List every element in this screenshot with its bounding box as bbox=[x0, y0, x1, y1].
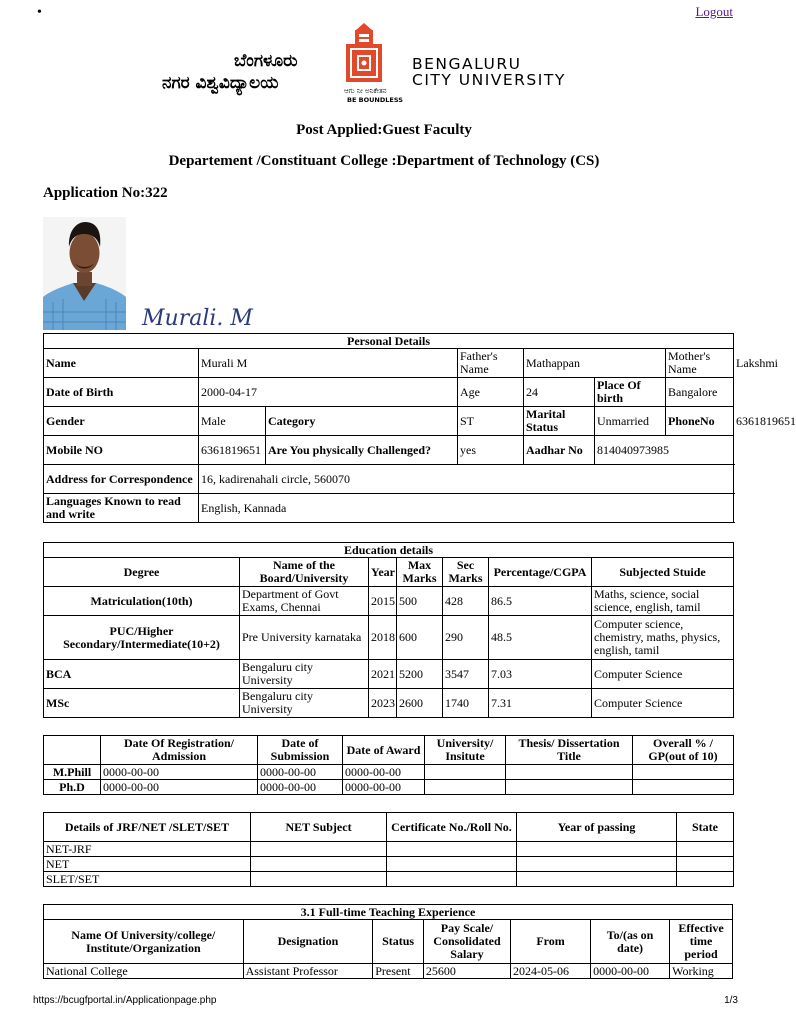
table-row bbox=[44, 378, 734, 407]
table-cell: 500 bbox=[397, 587, 443, 616]
table-cell bbox=[677, 842, 734, 857]
table-cell: Present bbox=[373, 964, 424, 979]
table-row bbox=[44, 765, 734, 780]
field-label: Aadhar No bbox=[524, 436, 595, 465]
table-row bbox=[44, 660, 734, 689]
table-cell: Maths, science, social science, english, tamil bbox=[592, 587, 734, 616]
table-caption: 3.1 Full-time Teaching Experience bbox=[44, 905, 733, 920]
table-cell: 7.03 bbox=[489, 660, 592, 689]
field-label: Category bbox=[266, 407, 458, 436]
page-url: https://bcugfportal.in/Applicationpage.php bbox=[33, 995, 217, 1006]
column-header: Subjected Stuide bbox=[592, 558, 734, 587]
table-cell: Computer Science bbox=[592, 689, 734, 718]
table-cell: 86.5 bbox=[489, 587, 592, 616]
table-cell: National College bbox=[44, 964, 244, 979]
column-header: Sec Marks bbox=[443, 558, 489, 587]
table-cell: NET-JRF bbox=[44, 842, 251, 857]
table-cell: 25600 bbox=[423, 964, 510, 979]
table-row bbox=[44, 780, 734, 795]
table-cell: 2021 bbox=[369, 660, 397, 689]
table-cell: 7.31 bbox=[489, 689, 592, 718]
svg-text:Murali. M: Murali. M bbox=[142, 306, 253, 331]
challenged-value: yes bbox=[458, 436, 524, 465]
table-cell bbox=[425, 780, 506, 795]
field-label: Mother's Name bbox=[666, 349, 734, 378]
table-cell: 600 bbox=[397, 616, 443, 660]
field-label: Are You physically Challenged? bbox=[266, 436, 458, 465]
table-cell: Computer science, chemistry, maths, physics, english, tamil bbox=[592, 616, 734, 660]
table-cell: 1740 bbox=[443, 689, 489, 718]
table-cell: 290 bbox=[443, 616, 489, 660]
table-cell bbox=[251, 842, 387, 857]
applicant-signature bbox=[140, 295, 253, 333]
svg-text:ಬೆಂಗಳೂರು: ಬೆಂಗಳೂರು bbox=[234, 51, 298, 71]
table-cell: SLET/SET bbox=[44, 872, 251, 887]
table-row bbox=[44, 842, 734, 857]
table-cell: 2600 bbox=[397, 689, 443, 718]
table-row bbox=[44, 334, 734, 349]
department-heading: Departement /Constituant College :Department of Technology (CS) bbox=[168, 153, 600, 169]
gender-value: Male bbox=[199, 407, 266, 436]
table-cell bbox=[677, 857, 734, 872]
table-cell: Bengaluru city University bbox=[240, 689, 369, 718]
page-number: 1/3 bbox=[724, 995, 738, 1006]
table-caption: Education details bbox=[44, 543, 734, 558]
column-header: Date Of Registration/ Admission bbox=[101, 736, 258, 765]
table-cell bbox=[506, 765, 633, 780]
table-row bbox=[44, 813, 734, 842]
table-row bbox=[44, 465, 734, 494]
column-header: Year bbox=[369, 558, 397, 587]
table-cell bbox=[251, 857, 387, 872]
table-cell: 0000-00-00 bbox=[101, 765, 258, 780]
research-degree-table bbox=[43, 735, 734, 795]
table-row bbox=[44, 558, 734, 587]
table-cell: MSc bbox=[44, 689, 240, 718]
table-row bbox=[44, 920, 733, 964]
table-cell: Working bbox=[670, 964, 733, 979]
application-number: Application No:322 bbox=[43, 185, 168, 201]
field-label: Date of Birth bbox=[44, 378, 199, 407]
table-row: Gender Male Category ST Marital Status Unmarried PhoneNo 6361819651 bbox=[44, 407, 734, 436]
table-cell bbox=[387, 872, 517, 887]
table-cell: 0000-00-00 bbox=[101, 780, 258, 795]
crest-icon bbox=[346, 23, 382, 82]
category-value: ST bbox=[458, 407, 524, 436]
table-cell: 2015 bbox=[369, 587, 397, 616]
table-cell: Department of Govt Exams, Chennai bbox=[240, 587, 369, 616]
column-header: NET Subject bbox=[251, 813, 387, 842]
column-header: Overall % / GP(out of 10) bbox=[633, 736, 734, 765]
table-cell: M.Phill bbox=[44, 765, 101, 780]
field-label: Address for Correspondence bbox=[44, 465, 199, 494]
field-label: Gender bbox=[44, 407, 199, 436]
table-cell: 428 bbox=[443, 587, 489, 616]
svg-text:ಆಗು ನೀ ಅನಿಕೇತನ: ಆಗು ನೀ ಅನಿಕೇತನ bbox=[344, 87, 387, 95]
table-cell bbox=[633, 780, 734, 795]
aadhar-value: 814040973985 bbox=[595, 436, 734, 465]
age-value: 24 bbox=[524, 378, 595, 407]
field-label: PhoneNo bbox=[666, 407, 734, 436]
column-header: Details of JRF/NET /SLET/SET bbox=[44, 813, 251, 842]
column-header: Percentage/CGPA bbox=[489, 558, 592, 587]
table-cell bbox=[251, 872, 387, 887]
education-details-table bbox=[43, 542, 734, 718]
field-label: Place Of birth bbox=[595, 378, 666, 407]
table-row bbox=[44, 857, 734, 872]
logout-link[interactable]: Logout bbox=[695, 4, 733, 19]
table-cell: Assistant Professor bbox=[243, 964, 373, 979]
marital-status-value: Unmarried bbox=[595, 407, 666, 436]
svg-text:BE BOUNDLESS: BE BOUNDLESS bbox=[347, 96, 403, 104]
svg-text:CITY UNIVERSITY: CITY UNIVERSITY bbox=[412, 71, 566, 89]
field-label: Mobile NO bbox=[44, 436, 199, 465]
table-cell: 3547 bbox=[443, 660, 489, 689]
table-row bbox=[44, 543, 734, 558]
column-header bbox=[44, 736, 101, 765]
table-cell: 0000-00-00 bbox=[258, 780, 343, 795]
column-header: To/(as on date) bbox=[591, 920, 670, 964]
column-header: Date of Award bbox=[343, 736, 425, 765]
address-value: 16, kadirenahali circle, 560070 bbox=[199, 465, 734, 494]
column-header: Year of passing bbox=[517, 813, 677, 842]
table-cell: 0000-00-00 bbox=[343, 780, 425, 795]
svg-text:ನಗರ ವಿಶ್ವವಿದ್ಯಾಲಯ: ನಗರ ವಿಶ್ವವಿದ್ಯಾಲಯ bbox=[162, 73, 279, 93]
table-cell: 0000-00-00 bbox=[591, 964, 670, 979]
column-header: Name Of University/college/ Institute/Organization bbox=[44, 920, 244, 964]
column-header: Max Marks bbox=[397, 558, 443, 587]
table-cell: BCA bbox=[44, 660, 240, 689]
table-cell: Computer Science bbox=[592, 660, 734, 689]
column-header: Certificate No./Roll No. bbox=[387, 813, 517, 842]
table-cell bbox=[506, 780, 633, 795]
table-cell: Bengaluru city University bbox=[240, 660, 369, 689]
table-row bbox=[44, 494, 734, 523]
table-cell bbox=[387, 857, 517, 872]
name-value: Murali M bbox=[199, 349, 458, 378]
column-header: Name of the Board/University bbox=[240, 558, 369, 587]
column-header: State bbox=[677, 813, 734, 842]
table-row bbox=[44, 736, 734, 765]
university-logo bbox=[160, 22, 620, 106]
field-label: Languages Known to read and write bbox=[44, 494, 199, 523]
table-caption: Personal Details bbox=[44, 334, 734, 349]
table-cell: 2024-05-06 bbox=[511, 964, 591, 979]
field-label: Father's Name bbox=[458, 349, 524, 378]
column-header: Degree bbox=[44, 558, 240, 587]
column-header: Pay Scale/ Consolidated Salary bbox=[423, 920, 510, 964]
table-row bbox=[44, 587, 734, 616]
table-cell: 0000-00-00 bbox=[343, 765, 425, 780]
place-of-birth-value: Bangalore bbox=[666, 378, 734, 407]
field-label: Marital Status bbox=[524, 407, 595, 436]
table-row bbox=[44, 905, 733, 920]
table-cell bbox=[517, 872, 677, 887]
column-header: Designation bbox=[243, 920, 373, 964]
table-cell: NET bbox=[44, 857, 251, 872]
table-cell bbox=[387, 842, 517, 857]
table-row: Name Murali M Father's Name Mathappan Mother's Name Lakshmi bbox=[44, 349, 734, 378]
column-header: Status bbox=[373, 920, 424, 964]
net-details-table bbox=[43, 812, 734, 887]
table-cell: Pre University karnataka bbox=[240, 616, 369, 660]
table-cell: 2018 bbox=[369, 616, 397, 660]
table-cell: Ph.D bbox=[44, 780, 101, 795]
table-cell bbox=[677, 872, 734, 887]
column-header: University/ Insitute bbox=[425, 736, 506, 765]
mobile-value: 6361819651 bbox=[199, 436, 266, 465]
table-cell: PUC/Higher Secondary/Intermediate(10+2) bbox=[44, 616, 240, 660]
table-cell bbox=[517, 842, 677, 857]
svg-text:BENGALURU: BENGALURU bbox=[412, 55, 522, 73]
column-header: Date of Submission bbox=[258, 736, 343, 765]
languages-value: English, Kannada bbox=[199, 494, 734, 523]
column-header: Thesis/ Dissertation Title bbox=[506, 736, 633, 765]
table-row bbox=[44, 872, 734, 887]
table-row bbox=[44, 436, 734, 465]
table-cell: 5200 bbox=[397, 660, 443, 689]
table-cell: 0000-00-00 bbox=[258, 765, 343, 780]
table-row bbox=[44, 616, 734, 660]
applicant-photo bbox=[43, 217, 126, 330]
table-cell: 2023 bbox=[369, 689, 397, 718]
table-cell bbox=[633, 765, 734, 780]
teaching-experience-table bbox=[43, 904, 733, 979]
table-row bbox=[44, 964, 733, 979]
table-cell bbox=[425, 765, 506, 780]
field-label: Name bbox=[44, 349, 199, 378]
table-cell: Matriculation(10th) bbox=[44, 587, 240, 616]
dob-value: 2000-04-17 bbox=[199, 378, 458, 407]
personal-details-table bbox=[43, 333, 796, 523]
father-name-value: Mathappan bbox=[524, 349, 666, 378]
column-header: Effective time period bbox=[670, 920, 733, 964]
table-cell: 48.5 bbox=[489, 616, 592, 660]
field-label: Age bbox=[458, 378, 524, 407]
list-bullet: • bbox=[37, 5, 42, 20]
table-row bbox=[44, 689, 734, 718]
table-cell bbox=[517, 857, 677, 872]
column-header: From bbox=[511, 920, 591, 964]
post-applied: Post Applied:Guest Faculty bbox=[296, 122, 472, 138]
